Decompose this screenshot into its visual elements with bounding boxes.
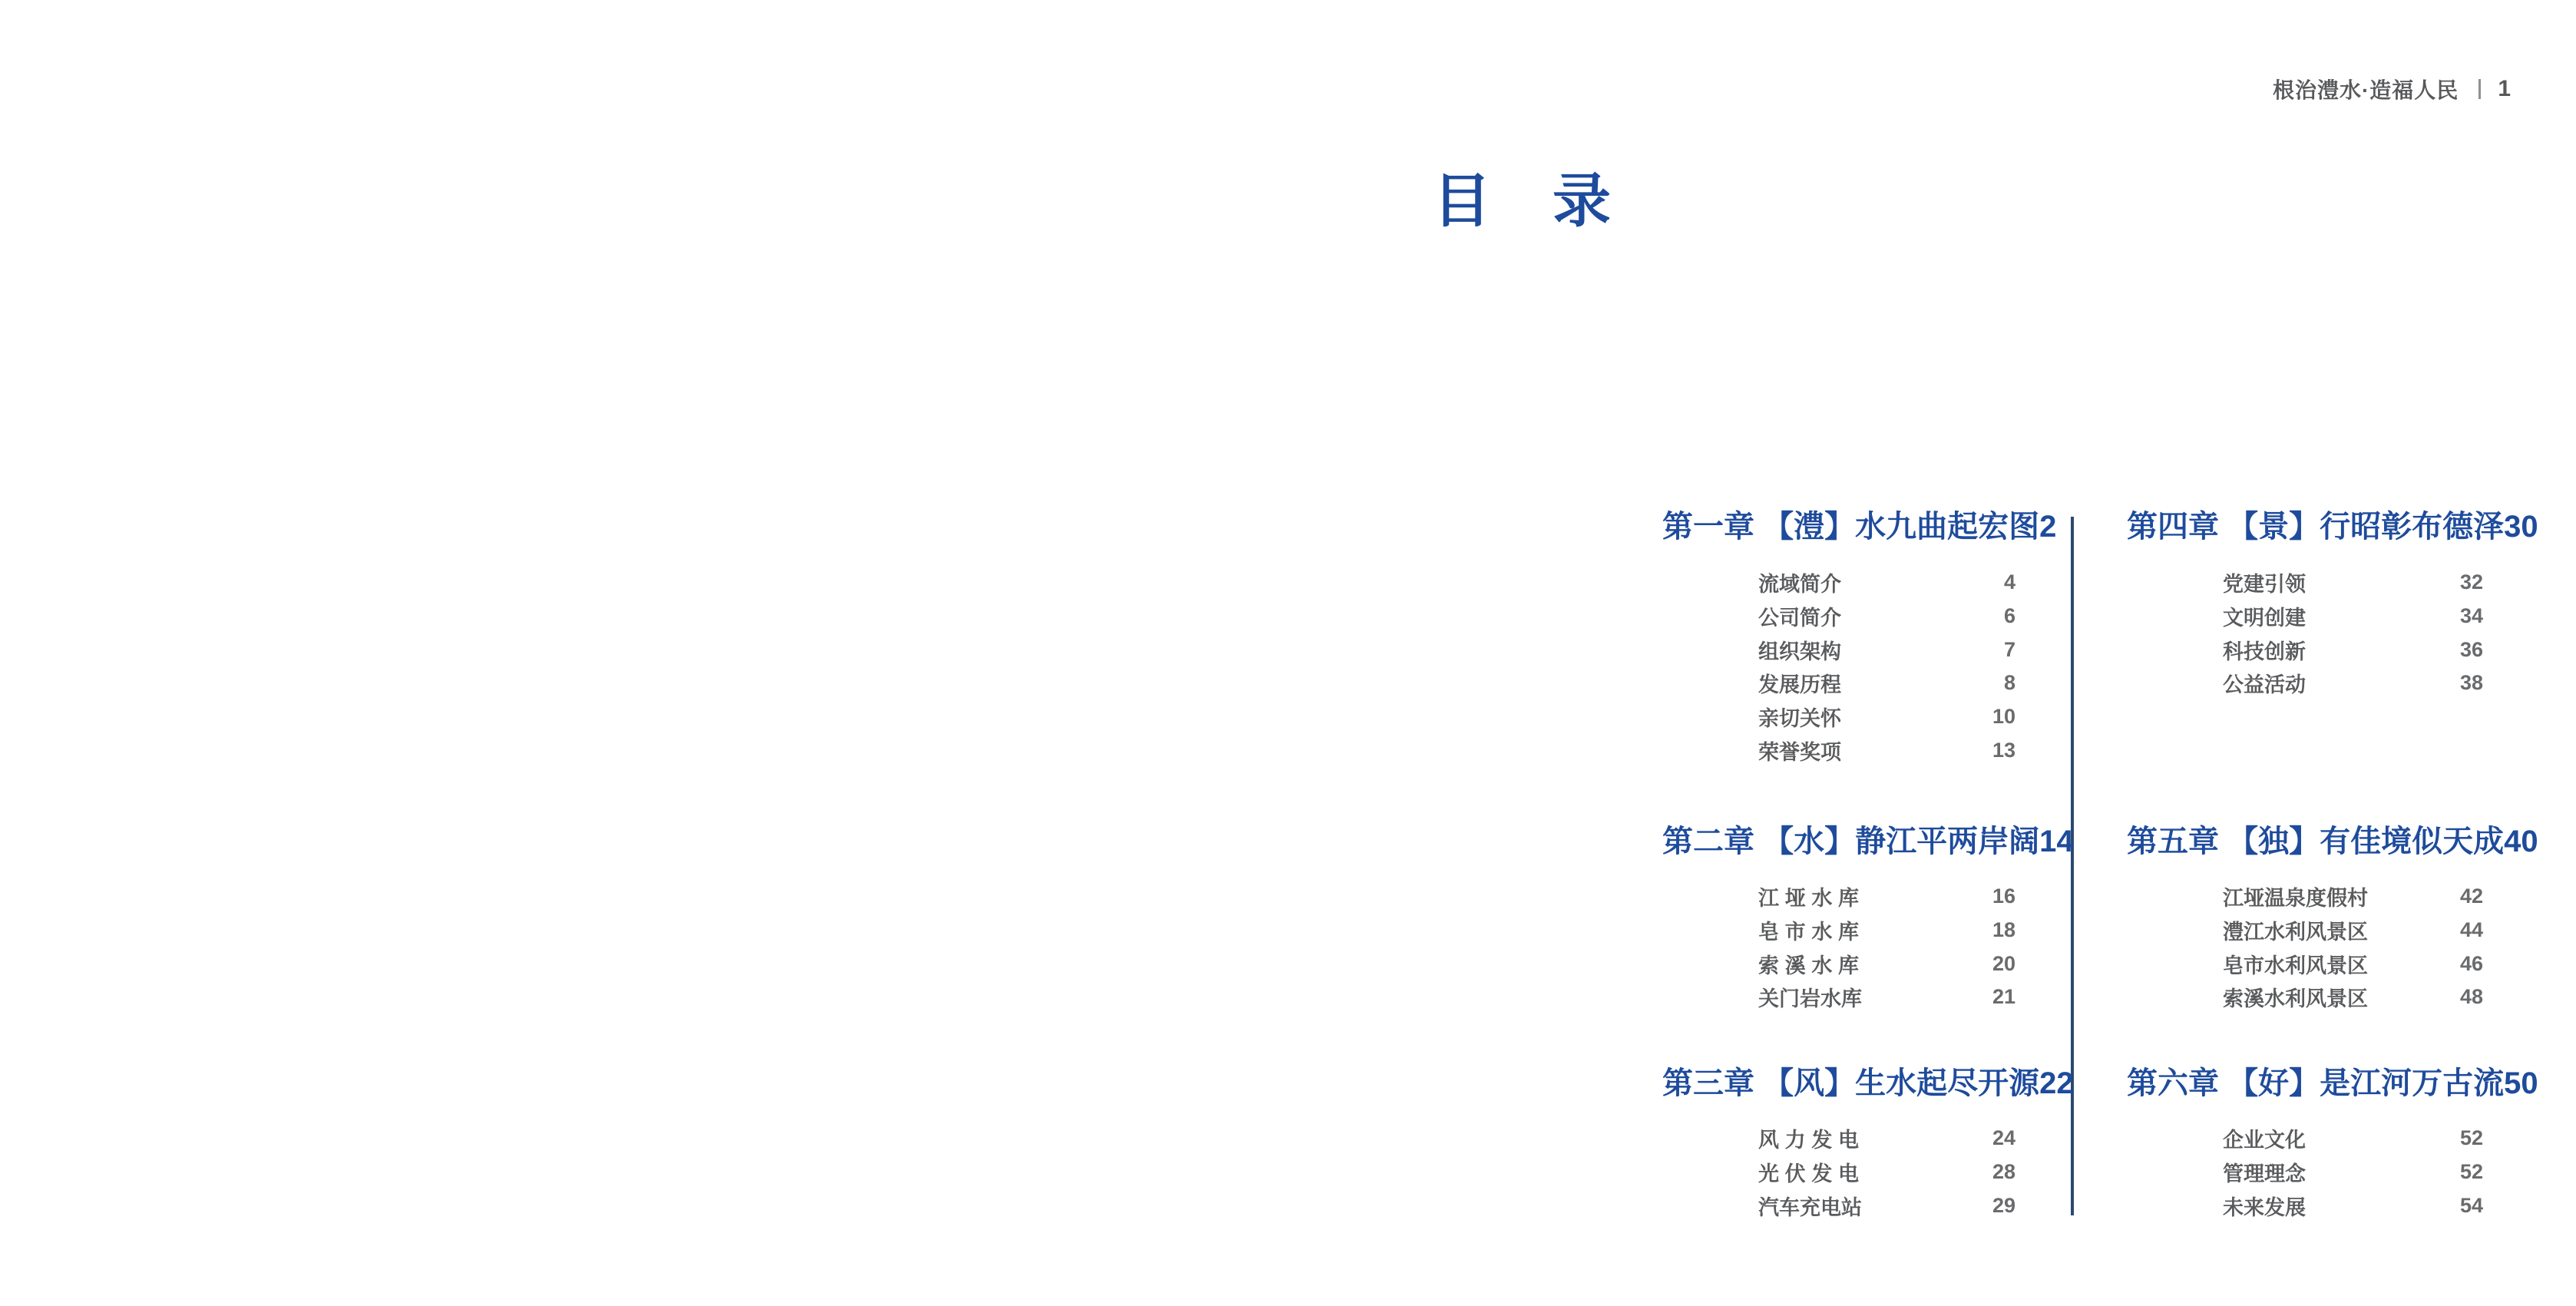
- toc-item-page: 6: [2003, 604, 2015, 628]
- chapter-page-number: 22: [2039, 1066, 2074, 1100]
- chapter-title: 第三章 【风】生水起尽开源: [1662, 1066, 2040, 1100]
- toc-item-label: 文明创建: [2223, 607, 2306, 630]
- toc-item[interactable]: [1758, 733, 2015, 767]
- toc-item-label: 澧江水利风景区: [2223, 921, 2368, 944]
- toc-item-page: 48: [2459, 985, 2483, 1009]
- chapter-4-items: [2223, 566, 2483, 700]
- chapter-4-heading[interactable]: [2127, 510, 2538, 544]
- toc-item[interactable]: [2223, 633, 2483, 666]
- document-slogan: 根治澧水·造福人民: [2272, 78, 2459, 102]
- toc-item[interactable]: [1758, 633, 2015, 666]
- toc-item-label: 索溪水库: [1758, 954, 1859, 977]
- toc-item-page: 24: [1992, 1126, 2015, 1150]
- toc-item[interactable]: [1758, 1122, 2015, 1156]
- chapter-1-items: [1758, 566, 2015, 767]
- toc-item-page: 4: [2003, 570, 2015, 594]
- toc-item-label: 公司简介: [1758, 607, 1841, 630]
- chapter-title: 第六章 【好】是江河万古流: [2127, 1066, 2505, 1100]
- toc-item-page: 44: [2459, 918, 2483, 942]
- page-header: [2273, 74, 2511, 104]
- column-divider-line: [2071, 517, 2074, 1215]
- toc-item[interactable]: [1758, 914, 2015, 947]
- chapter-page-number: 50: [2504, 1066, 2538, 1100]
- toc-item-label: 光伏发电: [1758, 1162, 1859, 1186]
- toc-item-label: 皂市水利风景区: [2223, 954, 2368, 977]
- toc-item-page: 28: [1992, 1160, 2015, 1184]
- toc-item-page: 8: [2003, 671, 2015, 695]
- toc-item[interactable]: [2223, 566, 2483, 600]
- chapter-1-heading[interactable]: [1662, 510, 2057, 544]
- chapter-page-number: 2: [2039, 510, 2057, 544]
- toc-item-label: 公益活动: [2223, 673, 2306, 697]
- toc-item-page: 10: [1992, 705, 2015, 729]
- toc-item-page: 7: [2003, 637, 2015, 661]
- toc-item-page: 16: [1992, 884, 2015, 908]
- toc-item[interactable]: [1758, 566, 2015, 600]
- toc-item[interactable]: [1758, 947, 2015, 980]
- toc-item[interactable]: [2223, 1122, 2483, 1156]
- toc-item[interactable]: [2223, 600, 2483, 633]
- toc-item-label: 荣誉奖项: [1758, 740, 1841, 764]
- toc-item-page: 32: [2459, 570, 2483, 594]
- toc-item-page: 20: [1992, 951, 2015, 975]
- toc-item-page: 18: [1992, 918, 2015, 942]
- toc-item-page: 42: [2459, 884, 2483, 908]
- toc-item-page: 29: [1992, 1193, 2015, 1217]
- toc-title: 目 录: [1433, 169, 1612, 234]
- toc-item-label: 党建引领: [2223, 573, 2306, 597]
- chapter-5-items: [2223, 880, 2483, 1014]
- toc-item-label: 关门岩水库: [1758, 987, 1862, 1011]
- chapter-title: 第五章 【独】有佳境似天成: [2127, 825, 2505, 858]
- chapter-title: 第四章 【景】行昭彰布德泽: [2127, 510, 2505, 544]
- toc-item[interactable]: [1758, 880, 2015, 914]
- toc-item-label: 亲切关怀: [1758, 707, 1841, 731]
- toc-item-page: 21: [1992, 985, 2015, 1009]
- toc-item-page: 54: [2459, 1193, 2483, 1217]
- chapter-5-heading[interactable]: [2127, 825, 2538, 858]
- toc-item[interactable]: [2223, 980, 2483, 1014]
- chapter-2-items: [1758, 880, 2015, 1014]
- toc-item[interactable]: [2223, 880, 2483, 914]
- chapter-2-heading[interactable]: [1662, 825, 2074, 858]
- chapter-page-number: 30: [2504, 510, 2538, 544]
- toc-item[interactable]: [2223, 914, 2483, 947]
- toc-item-label: 科技创新: [2223, 640, 2306, 663]
- toc-item[interactable]: [1758, 700, 2015, 734]
- toc-item-label: 风力发电: [1758, 1129, 1859, 1152]
- toc-item-page: 52: [2459, 1160, 2483, 1184]
- toc-item[interactable]: [1758, 600, 2015, 633]
- chapter-3-items: [1758, 1122, 2015, 1222]
- toc-item[interactable]: [1758, 1189, 2015, 1222]
- toc-item-page: 38: [2459, 671, 2483, 695]
- toc-item-label: 未来发展: [2223, 1195, 2306, 1219]
- toc-item-label: 组织架构: [1758, 640, 1841, 663]
- page-number: 1: [2498, 76, 2511, 101]
- toc-item-label: 企业文化: [2223, 1129, 2306, 1152]
- chapter-6-heading[interactable]: [2127, 1066, 2538, 1100]
- chapter-page-number: 40: [2504, 825, 2538, 858]
- header-divider: [2478, 79, 2481, 99]
- chapter-6-items: [2223, 1122, 2483, 1222]
- toc-item-page: 13: [1992, 738, 2015, 762]
- toc-item-page: 36: [2459, 637, 2483, 661]
- chapter-3-heading[interactable]: [1662, 1066, 2074, 1100]
- toc-item[interactable]: [2223, 1156, 2483, 1189]
- toc-item-label: 管理理念: [2223, 1162, 2306, 1186]
- toc-item[interactable]: [2223, 666, 2483, 700]
- toc-item-label: 皂市水库: [1758, 921, 1859, 944]
- toc-item[interactable]: [1758, 666, 2015, 700]
- toc-item-label: 江垭水库: [1758, 887, 1859, 911]
- toc-item-label: 江垭温泉度假村: [2223, 887, 2368, 911]
- chapter-title: 第一章 【澧】水九曲起宏图: [1662, 510, 2040, 544]
- toc-item-label: 索溪水利风景区: [2223, 987, 2368, 1011]
- toc-item[interactable]: [2223, 1189, 2483, 1222]
- toc-item-page: 34: [2459, 604, 2483, 628]
- toc-item-label: 汽车充电站: [1758, 1195, 1862, 1219]
- toc-item-label: 发展历程: [1758, 673, 1841, 697]
- toc-item-page: 46: [2459, 951, 2483, 975]
- chapter-page-number: 14: [2039, 825, 2074, 858]
- toc-item[interactable]: [1758, 1156, 2015, 1189]
- toc-item-label: 流域简介: [1758, 573, 1841, 597]
- toc-item[interactable]: [2223, 947, 2483, 980]
- chapter-title: 第二章 【水】静江平两岸阔: [1662, 825, 2040, 858]
- toc-item[interactable]: [1758, 980, 2015, 1014]
- toc-item-page: 52: [2459, 1126, 2483, 1150]
